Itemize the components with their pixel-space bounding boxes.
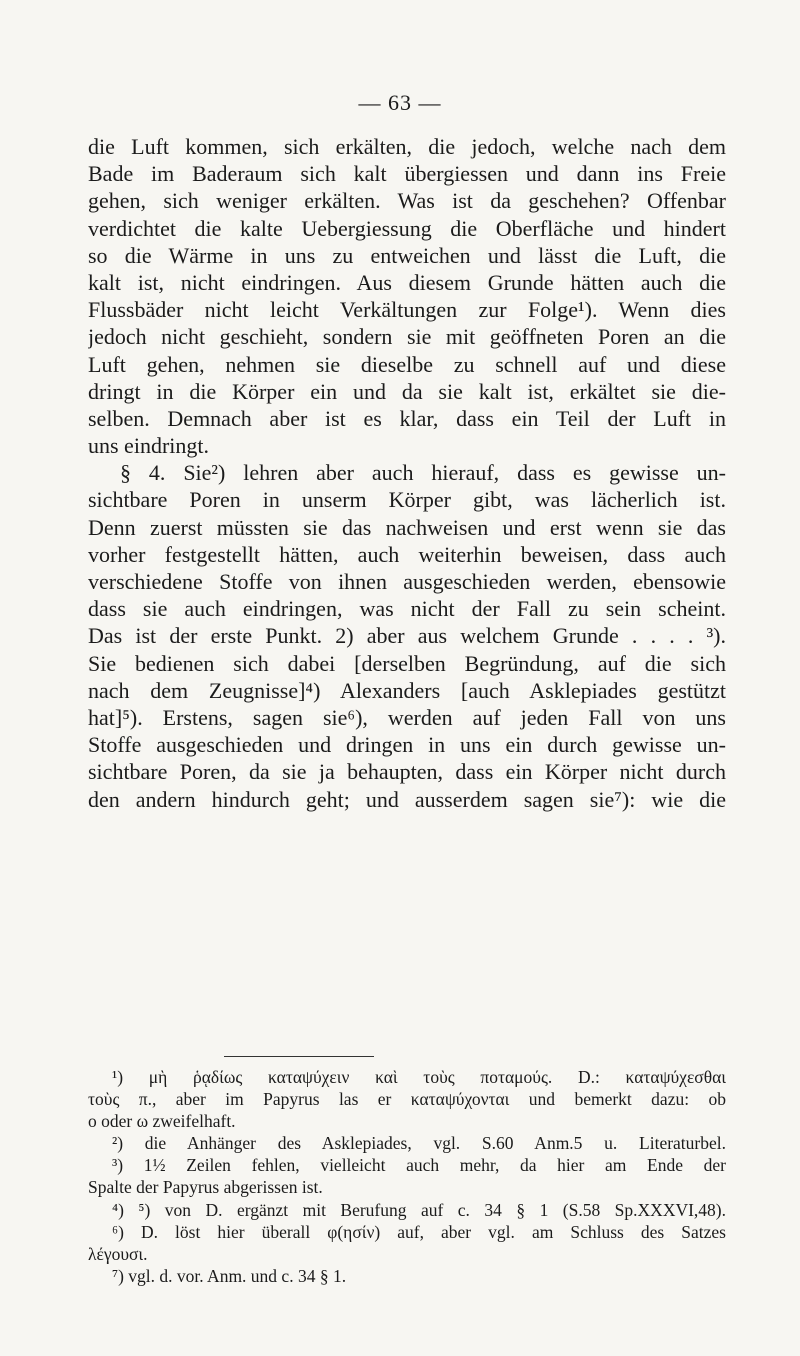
main-text: [88, 133, 726, 813]
text-line: dass sie auch eindringen, was nicht der Fall zu sein scheint.: [88, 596, 726, 622]
text-line: Das ist der erste Punkt. 2) aber aus welchem Grunde . . . . ³).: [88, 623, 726, 649]
footnotes: [88, 1066, 726, 1287]
footnote-line: ³) 1½ Zeilen fehlen, vielleicht auch mehr, da hier am Ende der: [112, 1155, 726, 1176]
section-heading-line: § 4. Sie²) lehren aber auch hierauf, dass es gewisse un-: [120, 460, 726, 486]
footnote-line: Spalte der Papyrus abgerissen ist.: [88, 1177, 323, 1198]
footnote-line: ²) die Anhänger des Asklepiades, vgl. S.60 Anm.5 u. Literaturbel.: [112, 1133, 726, 1154]
text-line: dringt in die Körper ein und da sie kalt ist, erkältet sie die-: [88, 378, 726, 404]
footnote-line: ⁶) D. löst hier überall φ(ησίν) auf, aber vgl. am Schluss des Satzes: [112, 1221, 726, 1242]
text-line: selben. Demnach aber ist es klar, dass ein Teil der Luft in: [88, 405, 726, 431]
footnote-line: ⁷) vgl. d. vor. Anm. und c. 34 § 1.: [112, 1265, 347, 1286]
text-line: vorher festgestellt hätten, auch weiterhin beweisen, dass auch: [88, 541, 726, 567]
text-line: die Luft kommen, sich erkälten, die jedoch, welche nach dem: [88, 134, 726, 159]
text-line: jedoch nicht geschieht, sondern sie mit geöffneten Poren an die: [88, 324, 726, 350]
text-line: sichtbare Poren, da sie ja behaupten, dass ein Körper nicht durch: [88, 759, 726, 785]
text-line: so die Wärme in uns zu entweichen und lässt die Luft, die: [88, 242, 726, 268]
text-line: gehen, sich weniger erkälten. Was ist da geschehen? Offenbar: [88, 188, 726, 214]
footnote-line: τοὺς π., aber im Papyrus las er καταψύχονται und bemerkt dazu: ob: [88, 1089, 726, 1110]
text-line: Flussbäder nicht leicht Verkältungen zur Folge¹). Wenn dies: [88, 297, 726, 323]
text-line: verschiedene Stoffe von ihnen ausgeschieden werden, ebensowie: [88, 569, 726, 594]
text-line: Bade im Baderaum sich kalt übergiessen und dann ins Freie: [88, 161, 726, 187]
text-line: Denn zuerst müssten sie das nachweisen und erst wenn sie das: [88, 514, 726, 540]
text-line: sichtbare Poren in unserm Körper gibt, was lächerlich ist.: [88, 487, 726, 513]
text-line: Sie bedienen sich dabei [derselben Begründung, auf die sich: [88, 650, 726, 676]
footnote-line: λέγουσι.: [88, 1243, 148, 1264]
text-line: uns eindringt.: [88, 433, 209, 459]
text-line: nach dem Zeugnisse]⁴) Alexanders [auch Asklepiades gestützt: [88, 677, 726, 703]
text-line: den andern hindurch geht; und ausserdem sagen sie⁷): wie die: [88, 786, 726, 812]
page-number: — 63 —: [358, 90, 442, 115]
text-line: Stoffe ausgeschieden und dringen in uns ein durch gewisse un-: [88, 732, 726, 758]
text-line: verdichtet die kalte Uebergiessung die Oberfläche und hindert: [88, 215, 726, 241]
text-line: Luft gehen, nehmen sie dieselbe zu schnell auf und diese: [88, 351, 726, 377]
text-line: hat]⁵). Erstens, sagen sie⁶), werden auf jeden Fall von uns: [88, 704, 726, 730]
footnote-line: ⁴) ⁵) von D. ergänzt mit Berufung auf c. 34 § 1 (S.58 Sp.XXXVI,48).: [112, 1199, 726, 1220]
text-line: kalt ist, nicht eindringen. Aus diesem Grunde hätten auch die: [88, 269, 726, 295]
footnote-divider: [224, 1056, 374, 1057]
footnote-line: ¹) μὴ ῥᾳδίως καταψύχειν καὶ τοὺς ποταμούς. D.: καταψύχεσθαι: [112, 1067, 726, 1087]
footnote-line: ο oder ω zweifelhaft.: [88, 1111, 236, 1132]
